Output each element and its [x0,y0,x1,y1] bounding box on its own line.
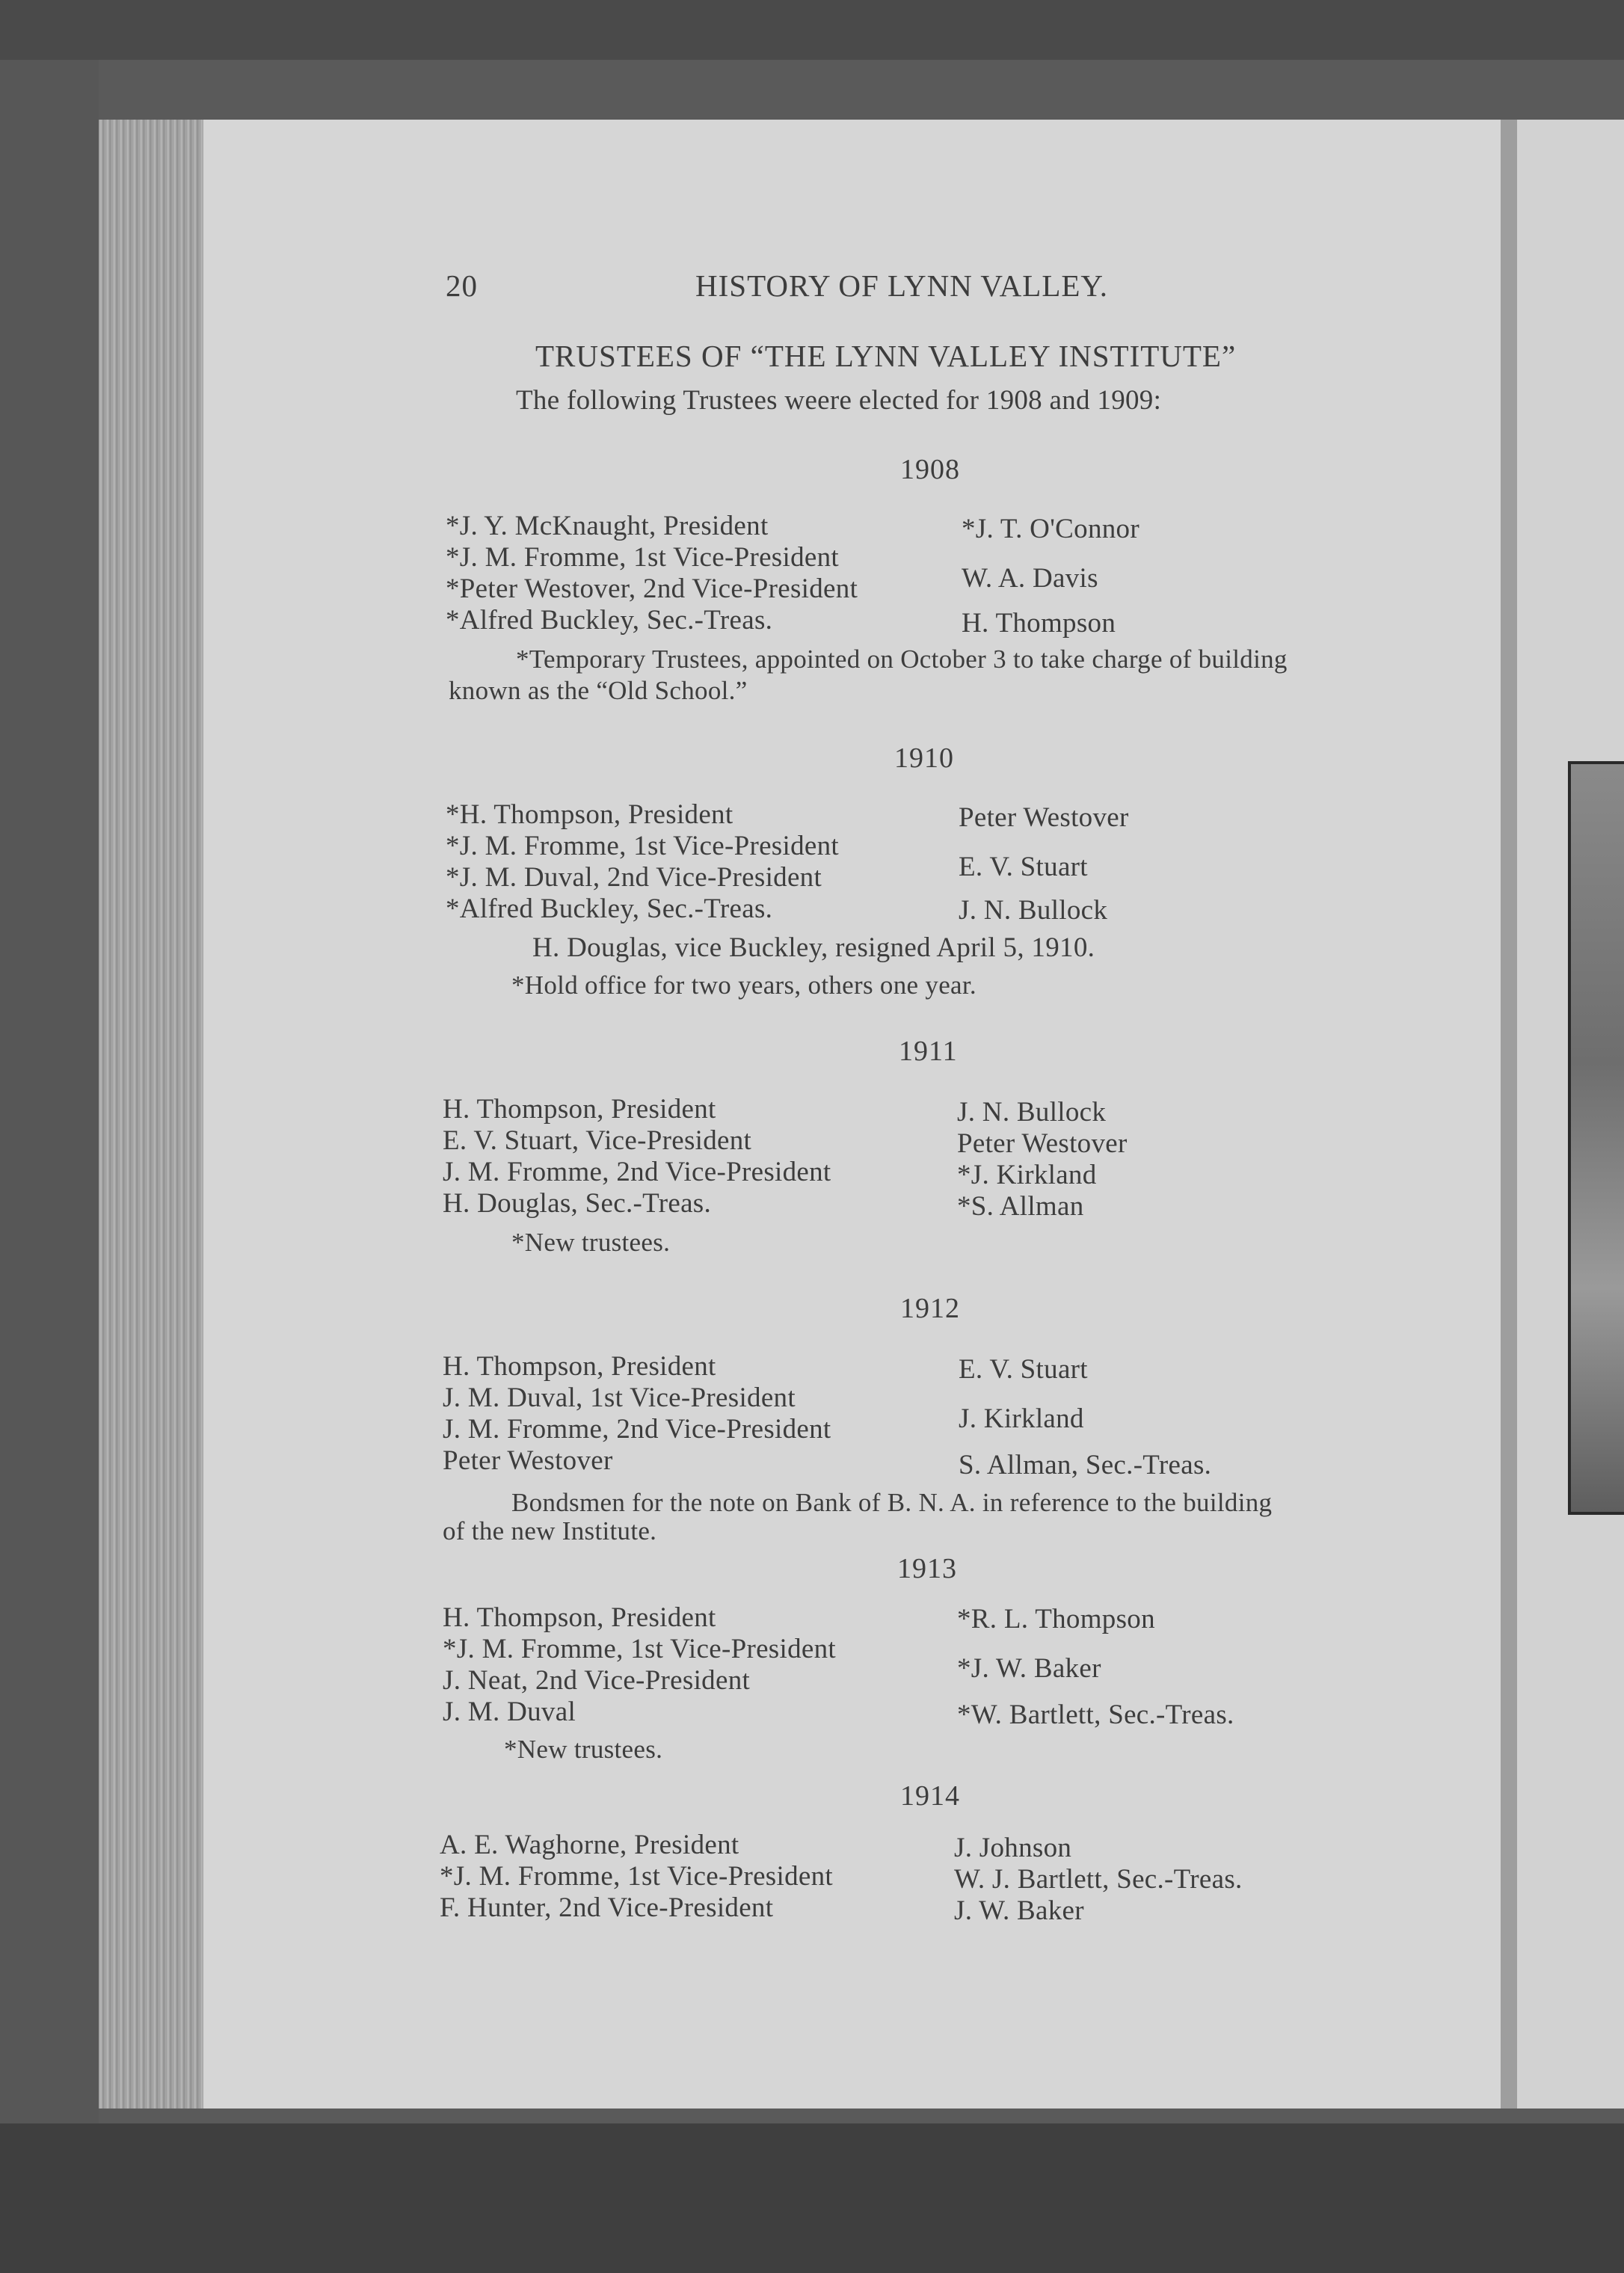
section-note: *Hold office for two years, others one year. [511,971,976,1000]
trustee-entry: Peter Westover [959,802,1129,833]
book-gutter-shadow [1501,120,1517,2109]
trustee-entry: J. M. Duval, 1st Vice-President [443,1382,796,1413]
trustee-entry: *J. Kirkland [957,1160,1097,1190]
trustee-entry: *Alfred Buckley, Sec.-Treas. [446,893,773,924]
trustee-entry: W. J. Bartlett, Sec.-Treas. [954,1864,1243,1895]
trustee-entry: J. W. Baker [954,1895,1084,1926]
trustee-entry: *J. T. O'Connor [962,514,1139,544]
trustee-entry: J. M. Duval [443,1697,576,1727]
trustee-entry: S. Allman, Sec.-Treas. [959,1450,1212,1480]
year-heading: 1911 [899,1036,958,1067]
trustee-entry: *J. M. Fromme, 1st Vice-President [446,542,839,573]
trustee-entry: J. M. Fromme, 2nd Vice-President [443,1157,831,1187]
intro-line: The following Trustees weere elected for 1908 and 1909: [516,385,1162,416]
book-page-edges [99,120,203,2109]
trustee-entry: J. Kirkland [959,1403,1084,1434]
trustee-entry: Peter Westover [957,1128,1128,1159]
trustee-entry: J. N. Bullock [959,895,1108,926]
year-heading: 1912 [900,1293,960,1324]
trustee-entry: A. E. Waghorne, President [440,1830,739,1860]
page-number: 20 [446,268,478,303]
trustee-entry: H. Douglas, Sec.-Treas. [443,1188,712,1219]
trustee-entry: J. Neat, 2nd Vice-President [443,1665,751,1696]
trustee-entry: E. V. Stuart [959,852,1088,882]
book-page [203,120,1501,2109]
trustee-entry: H. Thompson, President [443,1602,716,1633]
trustee-entry: *Alfred Buckley, Sec.-Treas. [446,605,773,636]
trustee-entry: W. A. Davis [962,563,1098,594]
trustee-entry: J. Johnson [954,1833,1072,1863]
section-note: *New trustees. [511,1228,671,1257]
year-heading: 1910 [894,742,954,774]
section-note: H. Douglas, vice Buckley, resigned April 5, 1910. [532,932,1095,963]
trustee-entry: *H. Thompson, President [446,799,733,830]
trustee-entry: J. M. Fromme, 2nd Vice-President [443,1414,831,1445]
trustee-entry: *J. M. Fromme, 1st Vice-President [443,1634,836,1664]
running-title: HISTORY OF LYNN VALLEY. [695,268,1108,303]
section-note: *New trustees. [504,1735,663,1764]
scan-bottom-border [0,2123,1624,2273]
section-note: Bondsmen for the note on Bank of B. N. A. in reference to the building [511,1488,1273,1517]
trustee-entry: *J. W. Baker [957,1653,1101,1684]
trustee-entry: E. V. Stuart, Vice-President [443,1125,752,1156]
scan-left-border [0,60,99,2123]
trustee-entry: *J. M. Fromme, 1st Vice-President [440,1861,833,1892]
trustee-entry: E. V. Stuart [959,1354,1088,1385]
trustee-entry: Peter Westover [443,1445,613,1476]
facing-page-photo [1568,761,1624,1515]
trustee-entry: *R. L. Thompson [957,1604,1155,1634]
section-note: known as the “Old School.” [449,676,748,705]
trustee-entry: F. Hunter, 2nd Vice-President [440,1892,774,1923]
trustee-entry: *S. Allman [957,1191,1084,1222]
trustee-entry: H. Thompson, President [443,1351,716,1382]
year-heading: 1913 [897,1553,957,1584]
page-title: TRUSTEES OF “THE LYNN VALLEY INSTITUTE” [535,339,1237,373]
section-note: of the new Institute. [443,1516,657,1545]
trustee-entry: H. Thompson, President [443,1094,716,1125]
trustee-entry: *J. M. Fromme, 1st Vice-President [446,831,839,861]
trustee-entry: *J. M. Duval, 2nd Vice-President [446,862,822,893]
trustee-entry: *J. Y. McKnaught, President [446,511,769,541]
trustee-entry: J. N. Bullock [957,1097,1107,1128]
year-heading: 1914 [900,1780,960,1812]
trustee-entry: *Peter Westover, 2nd Vice-President [446,573,858,604]
year-heading: 1908 [900,454,960,485]
section-note: *Temporary Trustees, appointed on October 3 to take charge of building [516,645,1288,674]
trustee-entry: H. Thompson [962,608,1116,639]
scan-top-border [0,0,1624,60]
trustee-entry: *W. Bartlett, Sec.-Treas. [957,1700,1234,1730]
